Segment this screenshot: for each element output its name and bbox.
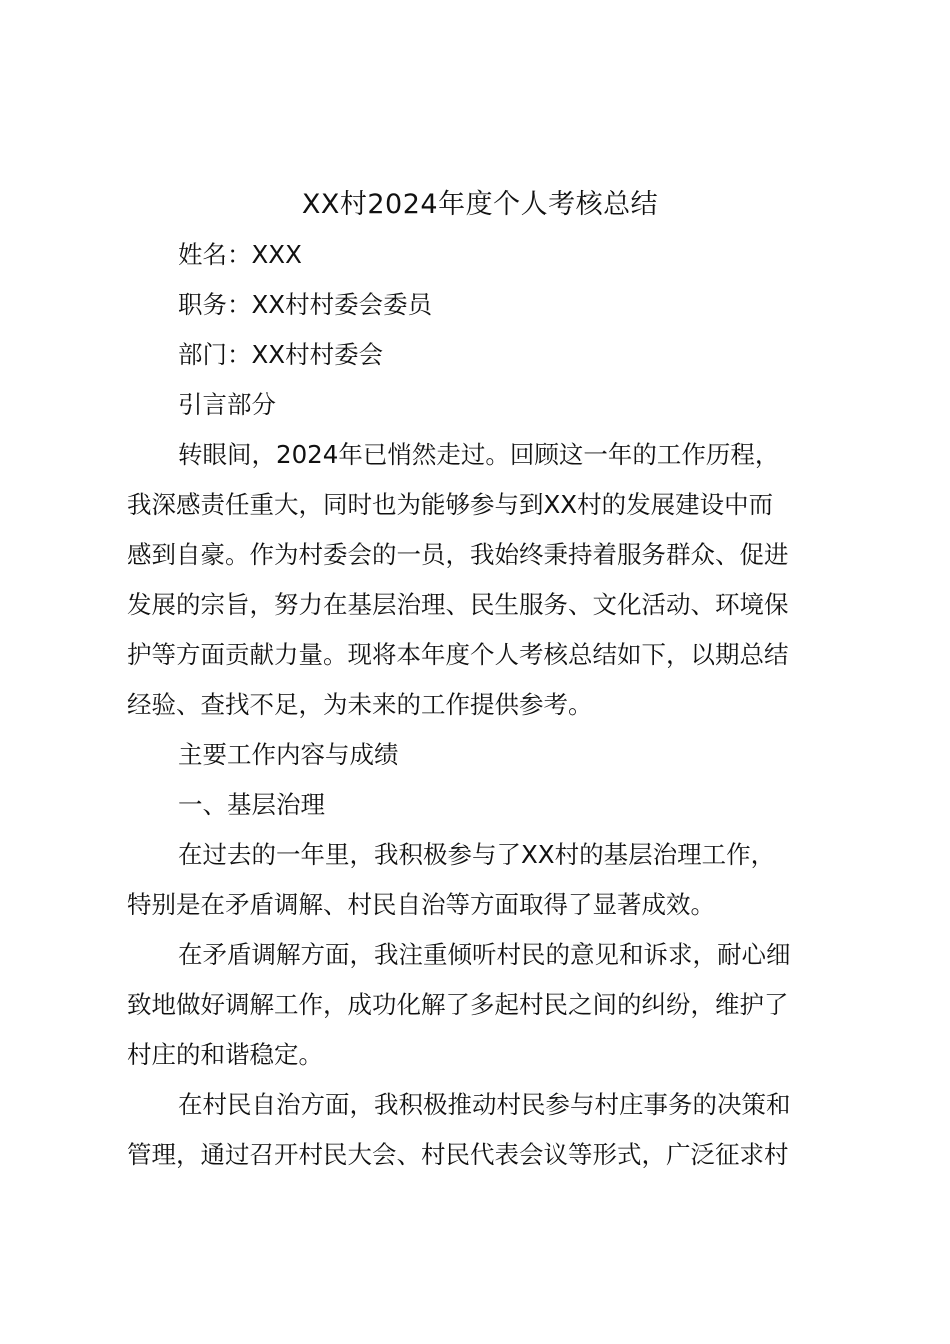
department-line: 部门：XX村村委会 xyxy=(178,340,384,369)
paragraph-line: 发展的宗旨，努力在基层治理、民生服务、文化活动、环境保 xyxy=(127,590,789,619)
main-heading: 主要工作内容与成绩 xyxy=(178,740,399,769)
section1-paragraph-3 xyxy=(127,1080,833,1180)
paragraph-line: 转眼间，2024年已悄然走过。回顾这一年的工作历程， xyxy=(178,440,780,469)
paragraph-line: 我深感责任重大，同时也为能够参与到XX村的发展建设中而 xyxy=(127,490,774,519)
paragraph-line: 护等方面贡献力量。现将本年度个人考核总结如下，以期总结 xyxy=(127,640,789,669)
name-line: 姓名：XXX xyxy=(178,240,302,269)
position-line: 职务：XX村村委会委员 xyxy=(178,290,433,319)
paragraph-line: 在过去的一年里，我积极参与了XX村的基层治理工作， xyxy=(178,840,776,869)
document-body xyxy=(127,180,833,1180)
intro-paragraph xyxy=(127,430,833,730)
intro-heading: 引言部分 xyxy=(178,390,276,419)
section1-paragraph-2 xyxy=(127,930,833,1080)
paragraph-line: 经验、查找不足，为未来的工作提供参考。 xyxy=(127,690,593,719)
section1-paragraph-1 xyxy=(127,830,833,930)
paragraph-line: 在村民自治方面，我积极推动村民参与村庄事务的决策和 xyxy=(178,1090,791,1119)
paragraph-line: 致地做好调解工作，成功化解了多起村民之间的纠纷，维护了 xyxy=(127,990,789,1019)
paragraph-line: 感到自豪。作为村委会的一员，我始终秉持着服务群众、促进 xyxy=(127,540,789,569)
paragraph-line: 管理，通过召开村民大会、村民代表会议等形式，广泛征求村 xyxy=(127,1140,789,1169)
paragraph-line: 在矛盾调解方面，我注重倾听村民的意见和诉求，耐心细 xyxy=(178,940,791,969)
section-heading: 一、基层治理 xyxy=(178,790,325,819)
paragraph-line: 村庄的和谐稳定。 xyxy=(127,1040,323,1069)
document-title: XX村2024年度个人考核总结 xyxy=(301,189,659,220)
paragraph-line: 特别是在矛盾调解、村民自治等方面取得了显著成效。 xyxy=(127,890,715,919)
